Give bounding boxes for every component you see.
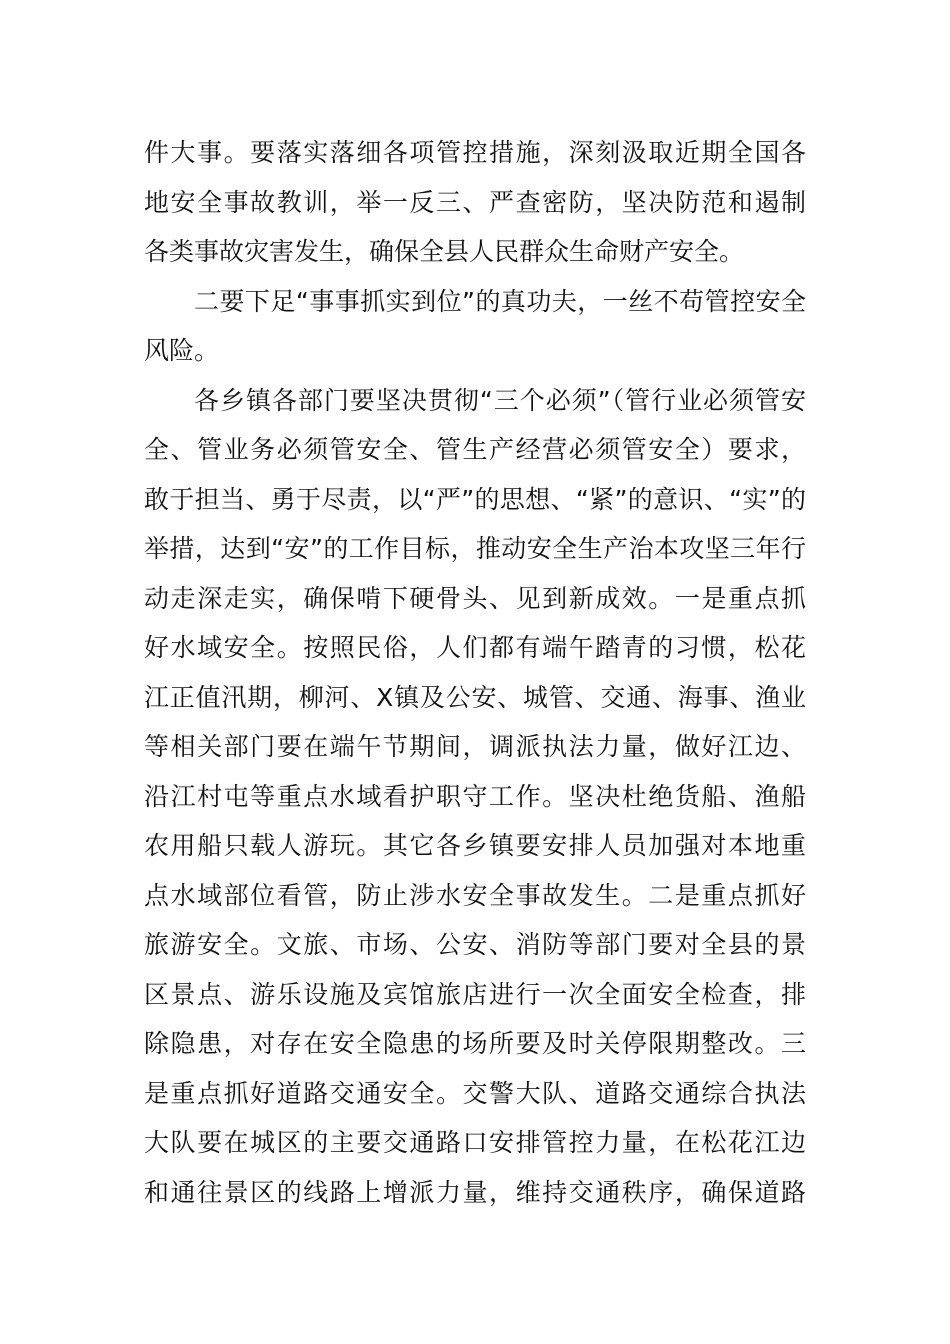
paragraph-line: 全、管业务必须管安全、管生产经营必须管安全）要求， bbox=[144, 435, 806, 464]
paragraph-line: 风险。 bbox=[144, 336, 220, 365]
paragraph-line: 好水域安全。按照民俗，人们都有端午踏青的习惯，松花 bbox=[144, 633, 806, 662]
paragraph-line: 等相关部门要在端午节期间，调派执法力量，做好江边、 bbox=[144, 732, 806, 761]
document-body bbox=[144, 128, 806, 1217]
paragraph-line: 二要下足“事事抓实到位”的真功夫，一丝不苟管控安全 bbox=[194, 286, 806, 316]
paragraph-line: 区景点、游乐设施及宾馆旅店进行一次全面安全检查，排 bbox=[144, 979, 806, 1009]
paragraph-line: 各类事故灾害发生，确保全县人民群众生命财产安全。 bbox=[144, 237, 745, 266]
paragraph-line: 大队要在城区的主要交通路口安排管控力量，在松花江边 bbox=[144, 1128, 806, 1157]
paragraph-line: 除隐患，对存在安全隐患的场所要及时关停限期整改。三 bbox=[144, 1029, 806, 1058]
paragraph-line: 江正值汛期，柳河、X镇及公安、城管、交通、海事、渔业 bbox=[144, 682, 806, 712]
paragraph-line: 地安全事故教训，举一反三、严查密防，坚决防范和遏制 bbox=[144, 187, 806, 217]
paragraph-line: 件大事。要落实落细各项管控措施，深刻汲取近期全国各 bbox=[144, 138, 806, 167]
paragraph-line: 旅游安全。文旅、市场、公安、消防等部门要对全县的景 bbox=[144, 930, 806, 959]
paragraph-line: 点水域部位看管，防止涉水安全事故发生。二是重点抓好 bbox=[144, 880, 806, 910]
paragraph-line: 敢于担当、勇于尽责，以“严”的思想、“紧”的意识、“实”的 bbox=[144, 484, 806, 514]
paragraph-line: 农用船只载人游玩。其它各乡镇要安排人员加强对本地重 bbox=[144, 831, 806, 860]
paragraph-line: 和通往景区的线路上增派力量，维持交通秩序，确保道路 bbox=[144, 1177, 806, 1207]
paragraph-line: 各乡镇各部门要坚决贯彻“三个必须”（管行业必须管安 bbox=[194, 385, 806, 415]
paragraph-line: 沿江村屯等重点水域看护职守工作。坚决杜绝货船、渔船 bbox=[144, 781, 806, 811]
paragraph-line: 动走深走实，确保啃下硬骨头、见到新成效。一是重点抓 bbox=[144, 583, 806, 613]
paragraph-line: 举措，达到“安”的工作目标，推动安全生产治本攻坚三年行 bbox=[144, 534, 806, 563]
paragraph-line: 是重点抓好道路交通安全。交警大队、道路交通综合执法 bbox=[144, 1078, 806, 1108]
